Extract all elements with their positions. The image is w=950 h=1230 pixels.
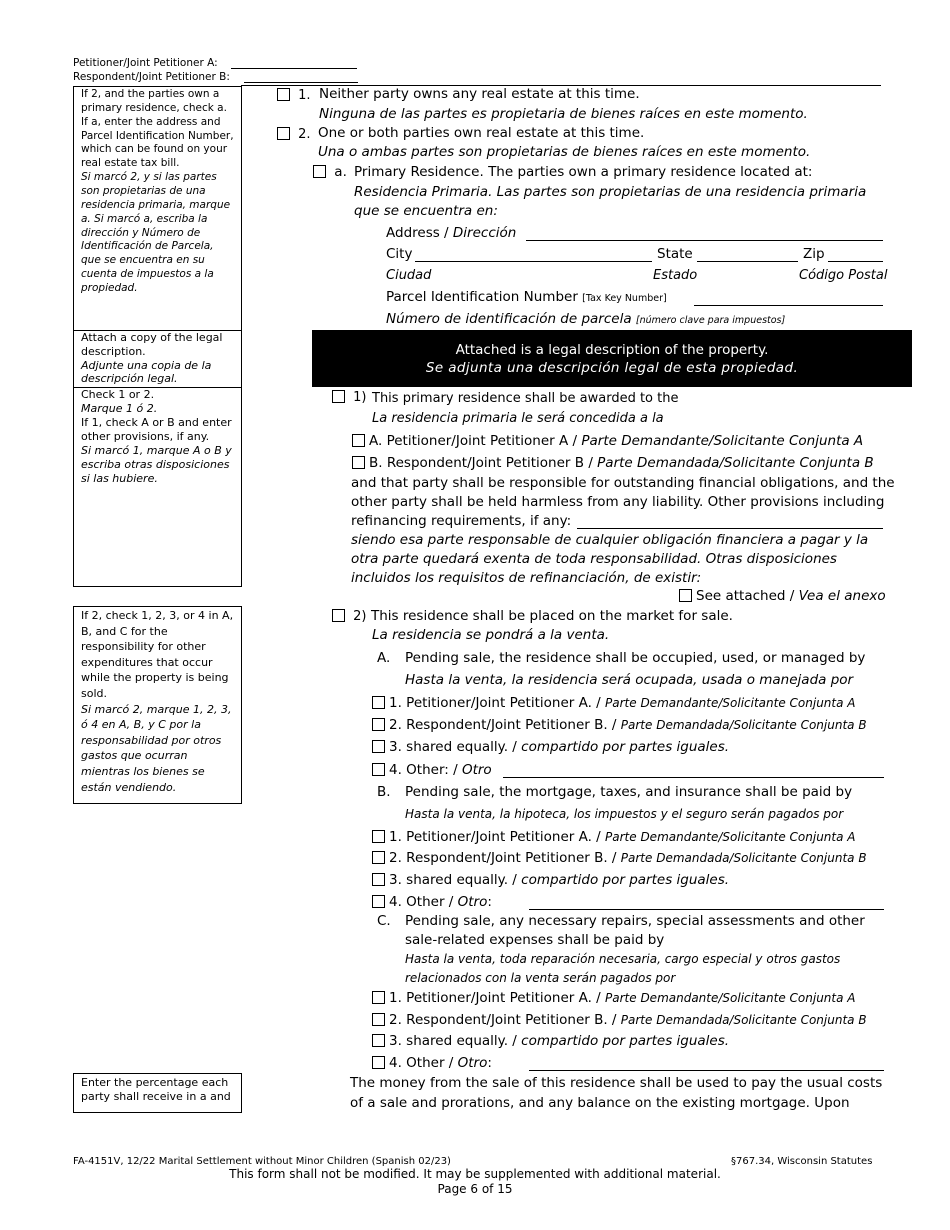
option-1-para-es-1: siendo esa parte responsable de cualquier obligación financiera a pagar y la xyxy=(351,532,869,548)
sale-C-option-2-es: Parte Demandada/Solicitante Conjunta B xyxy=(620,1013,867,1027)
sale-B-option-1-en: 1. Petitioner/Joint Petitioner A. / xyxy=(389,829,606,845)
option-1-A xyxy=(352,434,863,450)
sale-A-option-4 xyxy=(372,763,492,779)
option-1-para-es-2: otra parte quedará exenta de toda responsabilidad. Otras disposiciones xyxy=(351,551,837,567)
petitioner-label: Petitioner/Joint Petitioner A: xyxy=(73,57,218,69)
other-provisions-field[interactable] xyxy=(577,528,883,529)
sale-C-option-1-checkbox[interactable] xyxy=(372,991,385,1004)
option-2-checkbox[interactable] xyxy=(332,609,345,622)
sale-B-option-3-en: 3. shared equally. / xyxy=(389,872,522,888)
sale-C-option-1 xyxy=(372,991,856,1007)
option-1-para-3: refinancing requirements, if any: xyxy=(351,513,572,529)
item-1-number: 1. xyxy=(298,88,311,103)
sidebar-box-percentage xyxy=(73,1073,242,1113)
sale-B-option-3 xyxy=(372,873,729,889)
sidebar-box4-es: Si marcó 2, marque 1, 2, 3, ó 4 en A, B, y C por la responsabilidad por otros gastos que ocurran mientras los bienes se están vendiendo. xyxy=(81,702,232,794)
footer-page-number: Page 6 of 15 xyxy=(437,1182,513,1196)
address-label-es: Dirección xyxy=(452,225,517,241)
item-2a-en: Primary Residence. The parties own a primary residence located at: xyxy=(354,164,813,180)
sale-B-option-4-en: 4. Other / xyxy=(389,894,458,910)
sale-A-option-4-checkbox[interactable] xyxy=(372,763,385,776)
sale-B-en: Pending sale, the mortgage, taxes, and insurance shall be paid by xyxy=(405,784,853,800)
parcel-label-en: Parcel Identification Number xyxy=(386,289,578,305)
option-1-para-1: and that party shall be responsible for outstanding financial obligations, and the xyxy=(351,475,895,491)
sidebar-box-sale-expenses xyxy=(73,606,242,804)
item-1 xyxy=(277,88,311,104)
option-1 xyxy=(332,390,366,406)
item-2a xyxy=(313,165,347,181)
sale-A-es: Hasta la venta, la residencia será ocupada, usada o manejada por xyxy=(405,672,854,688)
sale-C-option-2 xyxy=(372,1013,867,1029)
banner-en: Attached is a legal description of the property. xyxy=(455,342,769,358)
sale-B-option-3-es: compartido por partes iguales. xyxy=(521,872,730,888)
sale-A-option-1-en: 1. Petitioner/Joint Petitioner A. / xyxy=(389,695,606,711)
sidebar-box3-es2: Si marcó 1, marque A o B y escriba otras disposiciones si las hubiere. xyxy=(81,444,232,486)
sale-C-option-4-colon: : xyxy=(487,1055,492,1071)
option-1-A-checkbox[interactable] xyxy=(352,434,365,447)
petitioner-name-field[interactable] xyxy=(231,68,357,69)
option-1-B-es: Parte Demandada/Solicitante Conjunta B xyxy=(597,455,874,471)
sale-A-en: Pending sale, the residence shall be occupied, used, or managed by xyxy=(405,650,866,666)
sale-B-es: Hasta la venta, la hipoteca, los impuestos y el seguro serán pagados por xyxy=(405,807,844,821)
sale-C-option-3-checkbox[interactable] xyxy=(372,1034,385,1047)
sale-A-option-3-es: compartido por partes iguales. xyxy=(521,739,730,755)
sidebar-box3-es1: Marque 1 ó 2. xyxy=(81,402,158,416)
sale-B-option-2-es: Parte Demandada/Solicitante Conjunta B xyxy=(620,851,867,865)
sidebar-box-primary-residence xyxy=(73,86,242,331)
option-1-B-en: B. Respondent/Joint Petitioner B / xyxy=(369,455,598,471)
sale-A-option-2-en: 2. Respondent/Joint Petitioner B. / xyxy=(389,717,621,733)
sidebar-box3-en1: Check 1 or 2. xyxy=(81,388,155,401)
banner-es: Se adjunta una descripción legal de esta propiedad. xyxy=(425,359,799,376)
option-1-B xyxy=(352,456,874,472)
sale-C-option-3-en: 3. shared equally. / xyxy=(389,1033,522,1049)
item-2-number: 2. xyxy=(298,127,311,142)
sale-B-option-4-checkbox[interactable] xyxy=(372,895,385,908)
sale-A-option-1 xyxy=(372,696,856,712)
sale-B-option-1-checkbox[interactable] xyxy=(372,830,385,843)
zip-label: Zip xyxy=(803,246,825,262)
address-label-en: Address / xyxy=(386,225,453,241)
parcel-label-es: Número de identificación de parcela xyxy=(386,311,632,327)
parcel-label xyxy=(386,290,667,306)
sale-B-other-field[interactable] xyxy=(529,909,884,910)
item-1-en: Neither party owns any real estate at this time. xyxy=(319,86,640,102)
sale-B-option-4 xyxy=(372,895,492,911)
item-2-es: Una o ambas partes son propietarias de bienes raíces en este momento. xyxy=(318,144,811,160)
city-field[interactable] xyxy=(415,261,652,262)
sale-B-option-1-es: Parte Demandante/Solicitante Conjunta A xyxy=(605,830,856,844)
item-2a-label: a. xyxy=(334,164,347,180)
money-para-1: The money from the sale of this residence shall be used to pay the usual costs xyxy=(350,1075,883,1091)
option-1-para-2: other party shall be held harmless from any liability. Other provisions including xyxy=(351,494,885,510)
see-attached-checkbox[interactable] xyxy=(679,589,692,602)
sale-C-option-2-checkbox[interactable] xyxy=(372,1013,385,1026)
option-2-en: This residence shall be placed on the market for sale. xyxy=(371,608,733,624)
item-2-en: One or both parties own real estate at this time. xyxy=(318,125,645,141)
item-2a-es2: que se encuentra en: xyxy=(354,203,498,219)
sidebar-box-legal-description xyxy=(73,330,242,388)
footer-statute: §767.34, Wisconsin Statutes xyxy=(731,1156,873,1167)
money-para-2: of a sale and prorations, and any balance on the existing mortgage. Upon xyxy=(350,1095,850,1111)
state-field[interactable] xyxy=(697,261,798,262)
sale-C-option-1-es: Parte Demandante/Solicitante Conjunta A xyxy=(605,991,856,1005)
sale-C-es-1: Hasta la venta, toda reparación necesaria, cargo especial y otros gastos xyxy=(405,952,841,966)
zip-field[interactable] xyxy=(828,261,883,262)
sale-C-option-2-en: 2. Respondent/Joint Petitioner B. / xyxy=(389,1012,621,1028)
city-label: City xyxy=(386,246,413,262)
respondent-label: Respondent/Joint Petitioner B: xyxy=(73,71,230,83)
item-1-checkbox[interactable] xyxy=(277,88,290,101)
sidebar-box4-en: If 2, check 1, 2, 3, or 4 in A, B, and C for the responsibility for other expenditures that occur while the property is being sold. xyxy=(81,609,234,701)
sidebar-box1-en: If 2, and the parties own a primary residence, check a. If a, enter the address and Parcel Identification Number, which can be found on your real estate tax bill. xyxy=(81,88,234,170)
sale-C-other-field[interactable] xyxy=(529,1070,884,1071)
item-2-checkbox[interactable] xyxy=(277,127,290,140)
sale-A-option-2-es: Parte Demandada/Solicitante Conjunta B xyxy=(620,718,867,732)
sidebar-box2-en: Attach a copy of the legal description. xyxy=(81,331,223,358)
sale-C-option-4-checkbox[interactable] xyxy=(372,1056,385,1069)
ciudad-label: Ciudad xyxy=(386,268,432,283)
option-1-B-checkbox[interactable] xyxy=(352,456,365,469)
sidebar-box1-es: Si marcó 2, y si las partes son propietarias de una residencia primaria, marque a. Si marcó a, escriba la dirección y Número de Identificación de Parcela, que se encuentra en su cuenta de impuestos a la propiedad. xyxy=(81,171,231,295)
option-1-A-en: A. Petitioner/Joint Petitioner A / xyxy=(369,433,582,449)
sale-A-option-4-es: Otro xyxy=(461,762,492,778)
footer-form-id: FA-4151V, 12/22 Marital Settlement without Minor Children (Spanish 02/23) xyxy=(73,1156,451,1167)
address-field[interactable] xyxy=(526,240,883,241)
sale-A-label: A. xyxy=(377,650,391,666)
item-2a-es1: Residencia Primaria. Las partes son propietarias de una residencia primaria xyxy=(354,184,867,200)
legal-description-banner xyxy=(312,330,912,387)
parcel-label-es-row xyxy=(386,312,785,328)
sale-B-option-4-es: Otro xyxy=(457,894,488,910)
sale-A-option-3 xyxy=(372,740,729,756)
parcel-field[interactable] xyxy=(694,305,883,306)
sale-B-option-2 xyxy=(372,851,867,867)
codigo-postal-label: Código Postal xyxy=(799,268,888,283)
sale-A-other-field[interactable] xyxy=(503,777,884,778)
state-label: State xyxy=(657,246,693,262)
parcel-label-tax: [Tax Key Number] xyxy=(582,293,667,304)
option-1-para-es-3: incluidos los requisitos de refinanciación, de existir: xyxy=(351,570,702,586)
sale-A-option-1-checkbox[interactable] xyxy=(372,696,385,709)
sale-A-option-2-checkbox[interactable] xyxy=(372,718,385,731)
option-1-es: La residencia primaria le será concedida a la xyxy=(372,411,664,426)
option-2-number: 2) xyxy=(353,609,367,624)
sale-C-option-3-es: compartido por partes iguales. xyxy=(521,1033,730,1049)
sale-C-label: C. xyxy=(377,913,391,929)
sidebar-box3-en2: If 1, check A or B and enter other provisions, if any. xyxy=(81,416,232,444)
sale-A-option-1-es: Parte Demandante/Solicitante Conjunta A xyxy=(605,696,856,710)
sale-C-en-1: Pending sale, any necessary repairs, special assessments and other xyxy=(405,913,865,929)
sidebar-box5-en: Enter the percentage each party shall receive in a and xyxy=(81,1076,231,1104)
sale-C-option-3 xyxy=(372,1034,729,1050)
sale-B-option-2-en: 2. Respondent/Joint Petitioner B. / xyxy=(389,850,621,866)
sale-C-option-4 xyxy=(372,1056,492,1072)
see-attached xyxy=(679,589,886,605)
estado-label: Estado xyxy=(653,268,698,283)
option-2-es: La residencia se pondrá a la venta. xyxy=(372,627,610,643)
option-2 xyxy=(332,609,366,625)
sale-B-option-3-checkbox[interactable] xyxy=(372,873,385,886)
sale-B-option-4-colon: : xyxy=(487,894,492,910)
sale-C-es-2: relacionados con la venta serán pagados por xyxy=(405,971,676,985)
sidebar-box2-es: Adjunte una copia de la descripción legal. xyxy=(81,358,212,386)
sale-C-option-1-en: 1. Petitioner/Joint Petitioner A. / xyxy=(389,990,606,1006)
respondent-name-field[interactable] xyxy=(244,82,358,83)
sale-B-label: B. xyxy=(377,784,391,800)
item-2 xyxy=(277,127,311,143)
footer-notice: This form shall not be modified. It may be supplemented with additional material. xyxy=(229,1167,721,1181)
sale-B-option-1 xyxy=(372,830,856,846)
sale-A-option-2 xyxy=(372,718,867,734)
option-1-number: 1) xyxy=(353,390,367,405)
sale-C-option-4-es: Otro xyxy=(457,1055,488,1071)
sale-A-option-3-checkbox[interactable] xyxy=(372,740,385,753)
sidebar-box-check-1-or-2 xyxy=(73,387,242,587)
item-2a-checkbox[interactable] xyxy=(313,165,326,178)
see-attached-es: Vea el anexo xyxy=(798,588,886,604)
parcel-label-es-tax: [número clave para impuestos] xyxy=(635,315,786,326)
sale-A-option-4-en: 4. Other: / xyxy=(389,762,462,778)
option-1-checkbox[interactable] xyxy=(332,390,345,403)
sale-C-option-4-en: 4. Other / xyxy=(389,1055,458,1071)
address-label xyxy=(386,226,516,242)
sale-A-option-3-en: 3. shared equally. / xyxy=(389,739,522,755)
item-1-es: Ninguna de las partes es propietaria de bienes raíces en este momento. xyxy=(319,106,808,122)
sale-C-en-2: sale-related expenses shall be paid by xyxy=(405,932,665,948)
sale-B-option-2-checkbox[interactable] xyxy=(372,851,385,864)
see-attached-en: See attached / xyxy=(696,588,799,604)
option-1-A-es: Parte Demandante/Solicitante Conjunta A xyxy=(581,433,864,449)
option-1-en: This primary residence shall be awarded to the xyxy=(372,391,679,406)
